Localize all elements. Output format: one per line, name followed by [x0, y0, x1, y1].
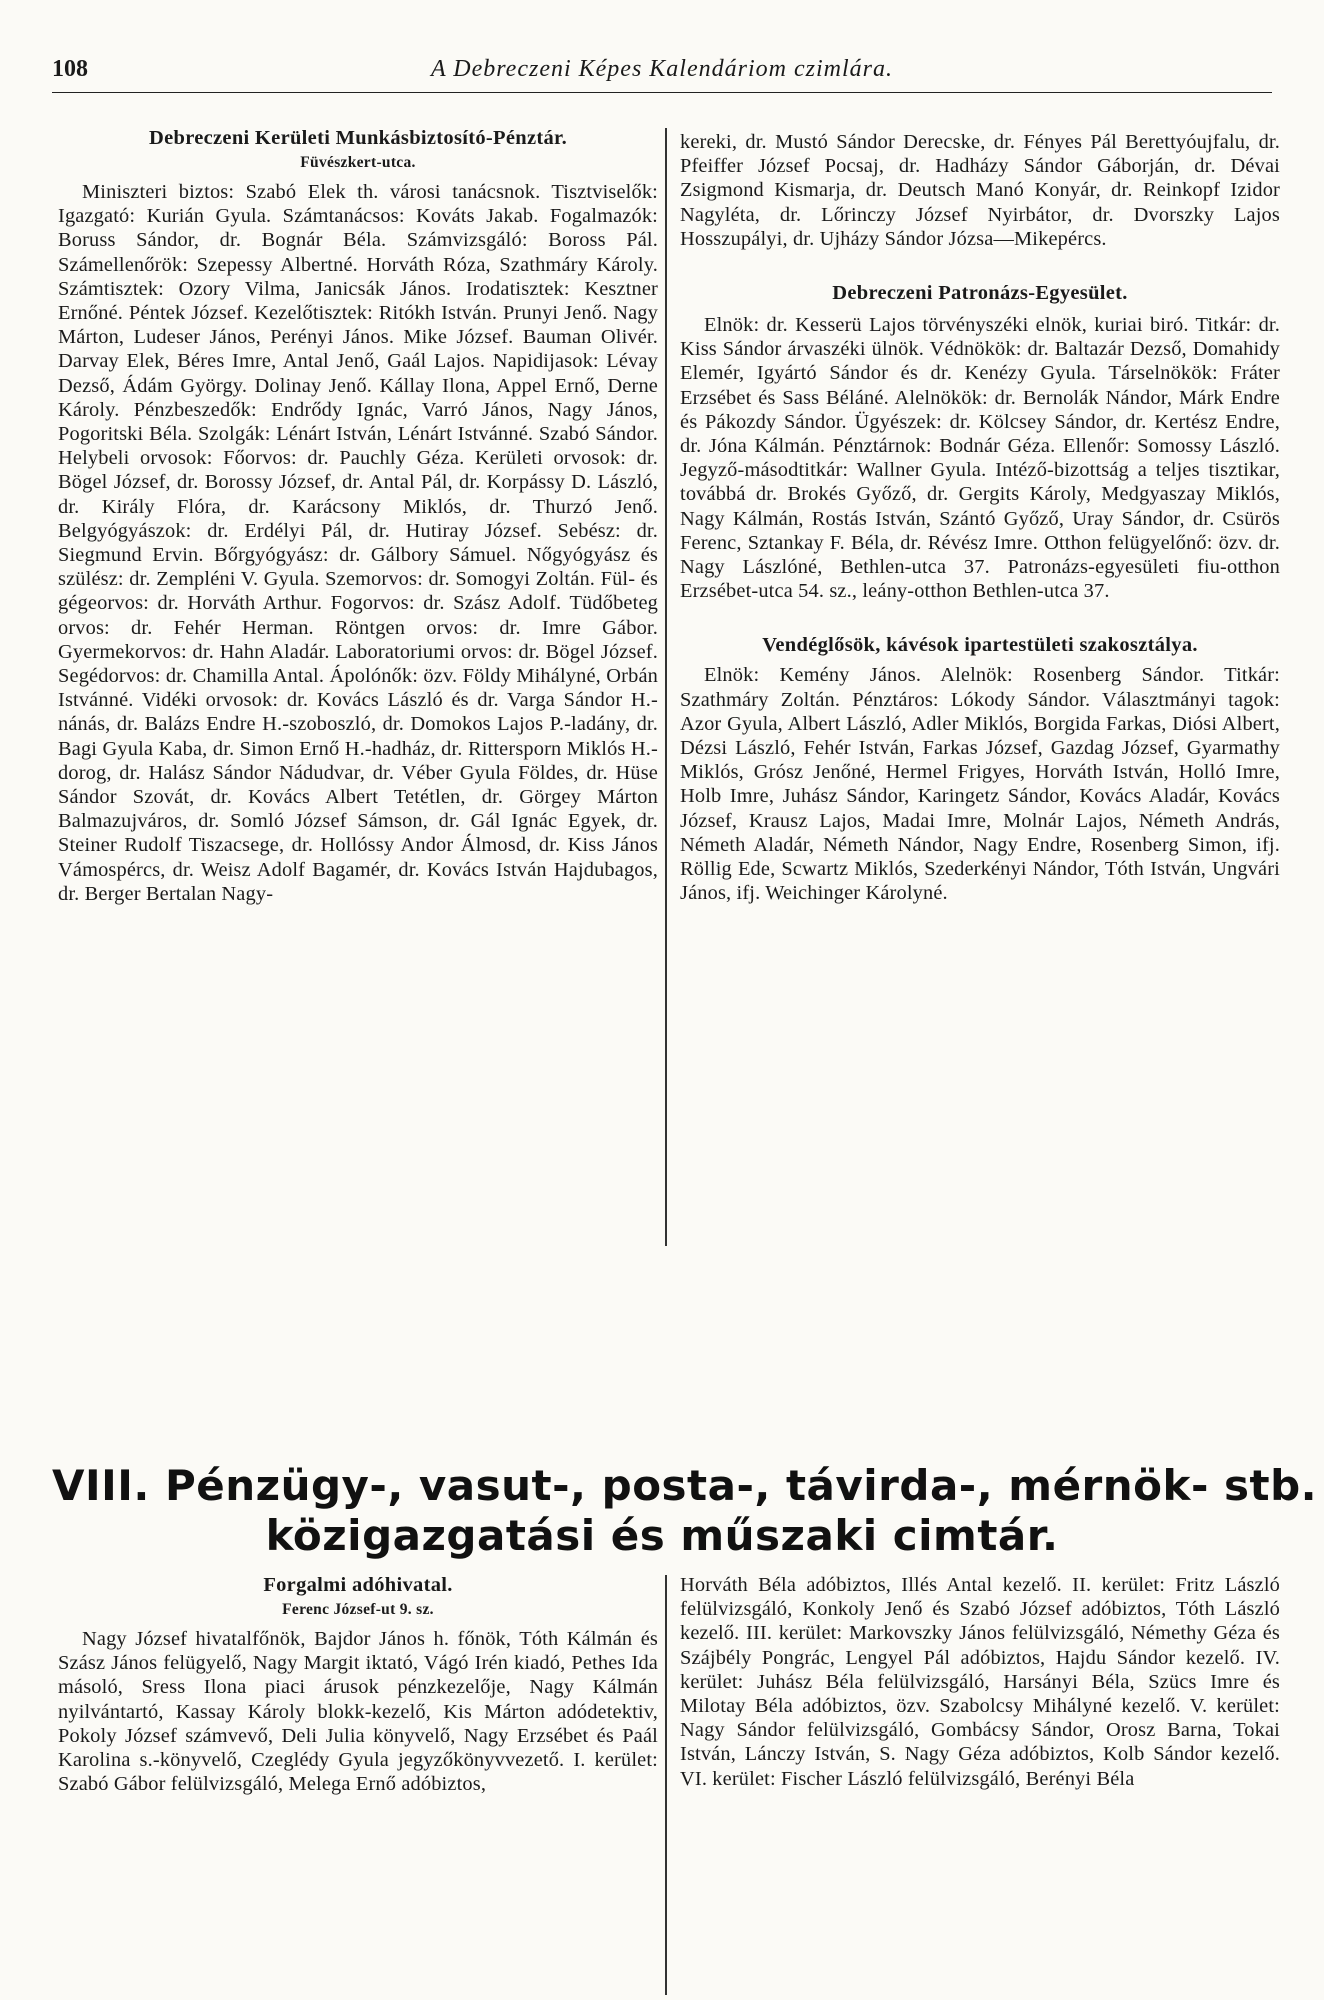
page-header: [52, 56, 1272, 93]
section-title-patronazs: Debreczeni Patronázs-Egyesület.: [832, 282, 1128, 305]
right-column-top: [680, 130, 1280, 1240]
section-body-vendeglosok: Elnök: Kemény János. Alelnök: Rosenberg Sándor. Titkár: Szathmáry Zoltán. Pénztáros: Lókody Sándor. Választmányi tagok: Azor Gyula, Albert László, Adler Miklós, Borgida Farkas, Diósi Albert, Dézsi László, Fehér István, Farkas József, Gazdag József, Gyarmathy Miklós, Grósz Jenőné, Hermel Frigyes, Horváth István, Holló Imre, Holb Imre, Juhász Sándor, Karingetz Sándor, Kovács Aladár, Kovács József, Krausz Lajos, Madai Imre, Molnár Lajos, Németh András, Németh Aladár, Németh Nándor, Nagy Endre, Rosenberg Simon, ifj. Röllig Ede, Scwartz Miklós, Szederkényi Nándor, Tóth István, Ungvári János, ifj. Weichinger Károlyné.: [680, 664, 1280, 905]
chapter-heading-line1: VIII. Pénzügy-, vasut-, posta-, távirda-, mérnök- stb.: [52, 1461, 1318, 1510]
spacer: [680, 251, 1280, 281]
section-body-forgalmi: Nagy József hivatalfőnök, Bajdor János h. főnök, Tóth Kálmán és Szász János felügyelő, Nagy Margit iktató, Vágó Irén kiadó, Pethes Ida másoló, Sress Ilona piaci árusok pénzkezelője, Nagy Kálmán nyilvántartó, Kassay Károly blokk-kezelő, Kis Márton adódetektiv, Pokoly József számvevő, Deli Julia könyvelő, Nagy Erzsébet és Paál Karolina s.-könyvelő, Czeglédy Gyula jegyzőkönyvvezető. I. kerület: Szabó Gábor felülvizsgáló, Melega Ernő adóbiztos,: [58, 1628, 658, 1796]
spacer: [680, 603, 1280, 633]
left-column-top: [58, 126, 658, 1246]
section-body-patronazs: Elnök: dr. Kesserü Lajos törvényszéki elnök, kuriai biró. Titkár: dr. Kiss Sándor árvaszéki ülnök. Védnökök: dr. Baltazár Dezső, Domahidy Elemér, Igyártó Sándor és dr. Kenézy Gyula. Társelnökök: Fráter Erzsébet és Sass Béláné. Alelnökök: dr. Bernolák Nándor, Márk Endre és Pákozdy Sándor. Ügyészek: dr. Kölcsey Sándor, dr. Kertész Endre, dr. Jóna Kálmán. Pénztárnok: Bodnár Géza. Ellenőr: Somossy László. Jegyző-másodtitkár: Wallner Gyula. Intéző-bizottság a teljes tisztikar, továbbá dr. Brokés Győző, dr. Gergits Károly, Medgyaszay Miklós, Nagy Kálmán, Rostás István, Szántó Győző, Uray Sándor, dr. Csürös Ferenc, Sztankay F. Béla, dr. Révész Imre. Otthon felügyelőnő: özv. dr. Nagy Lászlóné, Bethlen-utca 37. Patronázs-egyesületi fiu-otthon Erzsébet-utca 54. sz., leány-otthon Bethlen-utca 37.: [680, 314, 1280, 603]
column-divider-bottom: [665, 1575, 667, 1995]
chapter-heading: [52, 1461, 1318, 1561]
page-number: 108: [52, 56, 88, 82]
section-title-vendeglosok: Vendéglősök, kávésok ipartestületi szakosztálya.: [762, 634, 1198, 657]
section-address-munkasbiztosito: Füvészkert-utca.: [300, 154, 416, 171]
chapter-heading-line2: közigazgatási és műszaki cimtár.: [265, 1511, 1059, 1560]
column-divider-top: [665, 128, 667, 1246]
section-address-forgalmi: Ferenc József-ut 9. sz.: [282, 1601, 434, 1618]
section-title-munkasbiztosito: Debreczeni Kerületi Munkásbiztosító-Pénztár.: [148, 127, 567, 149]
section-continuation-munkasbiztosito: kereki, dr. Mustó Sándor Derecske, dr. Fényes Pál Berettyóujfalu, dr. Pfeiffer József Pocsaj, dr. Hadházy Sándor Gáborján, dr. Dévai Zsigmond Kismarja, dr. Deutsch Manó Konyár, dr. Reinkopf Izidor Nagyléta, dr. Lőrinczy József Nyirbátor, dr. Dvorszky Lajos Hosszupályi, dr. Ujházy Sándor Józsa—Mikepércs.: [680, 131, 1280, 250]
running-title: A Debreczeni Képes Kalendáriom czimlára.: [431, 56, 893, 82]
section-body-munkasbiztosito: Miniszteri biztos: Szabó Elek th. városi tanácsnok. Tisztviselők: Igazgató: Kurián Gyula. Számtanácsos: Kováts Jakab. Fogalmazók: Boruss Sándor, dr. Bognár Béla. Számvizsgáló: Boross Pál. Számellenőrök: Szepessy Albertné. Horváth Róza, Szathmáry Károly. Számtisztek: Ozory Vilma, Janicsák János. Irodatisztek: Kesztner Ernőné. Péntek József. Kezelőtisztek: Ritókh István. Prunyi Jenő. Nagy Márton, Ludeser János, Perényi János. Mike József. Bauman Olivér. Darvay Elek, Béres Imre, Antal Jenő, Gaál Lajos. Napidijasok: Lévay Dezső, Ádám György. Dolinay Jenő. Kállay Ilona, Appel Ernő, Derne Károly. Pénzbeszedők: Endrődy Ignác, Varró János, Nagy János, Pogoritski Béla. Szolgák: Lénárt István, Lénárt Istvánné. Szabó Sándor. Helybeli orvosok: Főorvos: dr. Pauchly Géza. Kerületi orvosok: dr. Bögel József, dr. Borossy József, dr. Antal Pál, dr. Korpássy D. László, dr. Király Flóra, dr. Karácsony Miklós, dr. Thurzó Jenő. Belgyógyászok: dr. Erdélyi Pál, dr. Hutiray József. Sebész: dr. Siegmund Ervin. Bőrgyógyász: dr. Gálbory Sámuel. Nőgyógyász és szülész: dr. Zempléni V. Gyula. Szemorvos: dr. Somogyi Zoltán. Fül- és gégeorvos: dr. Horváth Arthur. Fogorvos: dr. Szász Adolf. Tüdőbeteg orvos: dr. Fehér Herman. Röntgen orvos: dr. Imre Gábor. Gyermekorvos: dr. Hahn Aladár. Laboratoriumi orvos: dr. Bögel József. Segédorvos: dr. Chamilla Antal. Ápolónők: özv. Földy Mihályné, Orbán Istvánné. Vidéki orvosok: dr. Kovács László és dr. Varga Sándor H.-nánás, dr. Balázs Endre H.-szoboszló, dr. Domokos Lajos P.-ladány, dr. Bagi Gyula Kaba, dr. Simon Ernő H.-hadház, dr. Rittersporn Miklós H.-dorog, dr. Halász Sándor Nádudvar, dr. Véber Gyula Földes, dr. Hüse Sándor Szovát, dr. Kovács Albert Tetétlen, dr. Görgey Márton Balmazujváros, dr. Somló József Sámson, dr. Gál Ignác Egyek, dr. Steiner Rudolf Tiszacsege, dr. Hollóssy Andor Álmosd, dr. Kiss János Vámospércs, dr. Weisz Adolf Bagamér, dr. Kovács István Hajdubagos, dr. Berger Bertalan Nagy-: [58, 181, 658, 905]
right-column-bottom: [680, 1573, 1280, 1993]
left-column-bottom: [58, 1573, 658, 1993]
section-title-forgalmi: Forgalmi adóhivatal.: [263, 1574, 453, 1596]
section-continuation-forgalmi: Horváth Béla adóbiztos, Illés Antal kezelő. II. kerület: Fritz László felülvizsgáló, Konkoly Jenő és Szabó József adóbiztos, Tóth László kezelő. III. kerület: Markovszky János felülvizsgáló, Némethy Géza és Szájbély Pongrác, Lengyel Pál adóbiztos, Hajdu Sándor kezelő. IV. kerület: Juhász Béla felülvizsgáló, Harsányi Béla, Szücs Imre és Milotay Béla adóbiztos, özv. Szabolcsy Mihályné kezelő. V. kerület: Nagy Sándor felülvizsgáló, Gombácsy Sándor, Orosz Barna, Tokai István, Lánczy István, S. Nagy Géza adóbiztos, Kolb Sándor kezelő. VI. kerület: Fischer László felülvizsgáló, Berényi Béla: [680, 1574, 1280, 1790]
